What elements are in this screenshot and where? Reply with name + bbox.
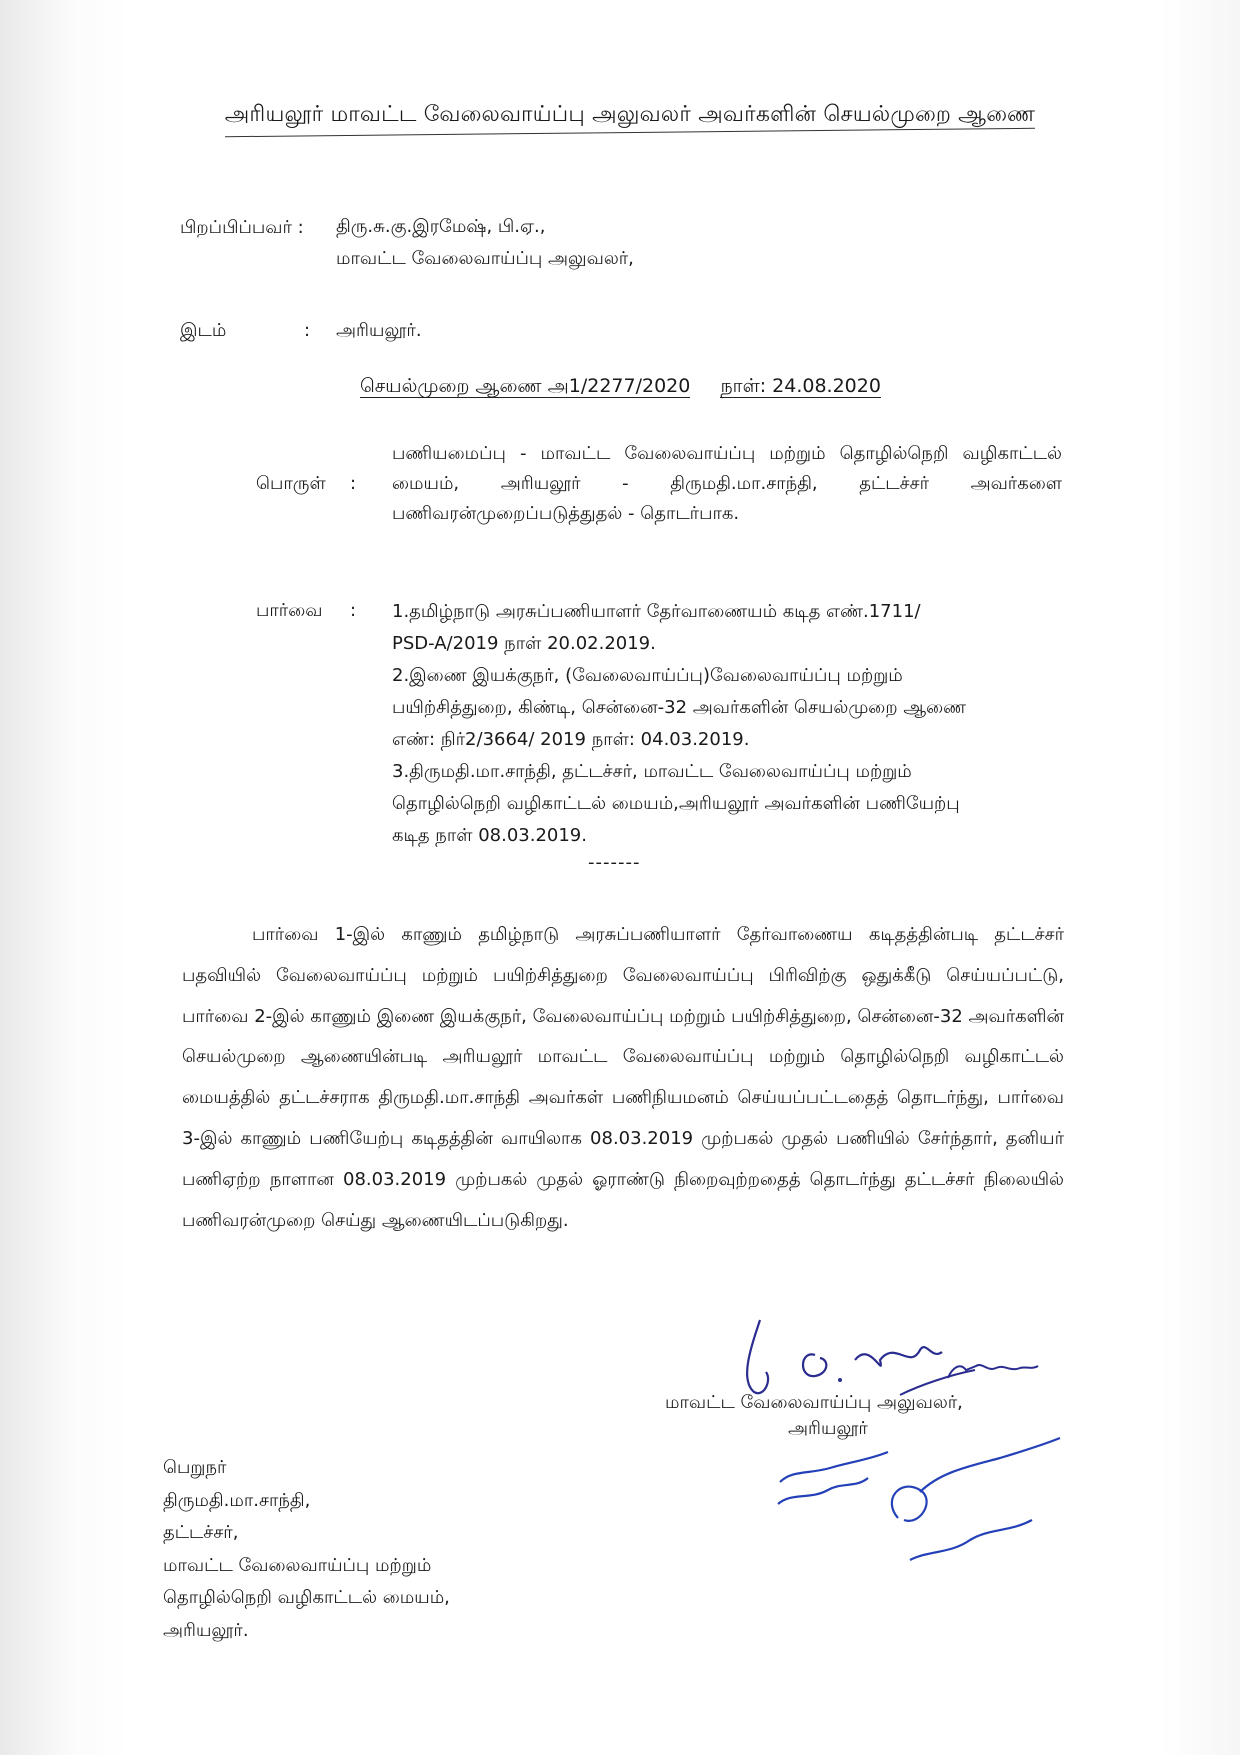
date-note-stroke	[778, 1478, 868, 1504]
signature-stroke	[855, 1347, 942, 1366]
reference-line: கடித நாள் 08.03.2019.	[392, 825, 587, 846]
reference-colon: :	[350, 600, 357, 621]
order-date: நாள்: 24.08.2020	[720, 375, 881, 397]
recipient-line: தட்டச்சர்,	[163, 1522, 239, 1543]
signature-stroke	[803, 1354, 826, 1376]
order-number-line	[360, 375, 881, 400]
subject-colon: :	[350, 473, 357, 494]
recipient-line: மாவட்ட வேலைவாய்ப்பு மற்றும்	[163, 1554, 432, 1576]
recipient-line: திருமதி.மா.சாந்தி,	[163, 1489, 311, 1511]
date-note-stroke	[920, 1438, 1060, 1492]
reference-label: பார்வை	[256, 600, 323, 621]
document-title-text: அரியலூர் மாவட்ட வேலைவாய்ப்பு அலுவலர் அவர்களின் செயல்முறை ஆணை	[224, 102, 1036, 127]
date-note-stroke	[910, 1520, 1032, 1560]
title-underline	[225, 128, 1035, 137]
reference-line: தொழில்நெறி வழிகாட்டல் மையம்,அரியலூர் அவர்களின் பணியேற்பு	[392, 793, 960, 814]
reference-list	[392, 596, 1072, 852]
from-label: பிறப்பிப்பவர் :	[180, 217, 304, 238]
recipient-block	[163, 1452, 450, 1647]
place-value: அரியலூர்.	[336, 320, 422, 341]
reference-line: 2.இணை இயக்குநர், (வேலைவாய்ப்பு)வேலைவாய்ப்பு மற்றும்	[392, 665, 903, 686]
reference-line: பயிற்சித்துறை, கிண்டி, சென்னை-32 அவர்களின் செயல்முறை ஆணை	[392, 697, 967, 718]
signatory-designation: மாவட்ட வேலைவாய்ப்பு அலுவலர்,	[665, 1392, 963, 1413]
from-designation: மாவட்ட வேலைவாய்ப்பு அலுவலர்,	[336, 248, 634, 269]
reference-line: PSD-A/2019 நாள் 20.02.2019.	[392, 633, 656, 654]
signature-dot	[838, 1378, 842, 1382]
handwritten-date-notes	[770, 1430, 1070, 1580]
recipient-line: அரியலூர்.	[163, 1619, 249, 1641]
order-number: செயல்முறை ஆணை அ1/2277/2020	[360, 375, 691, 397]
recipient-line: பெறுநர்	[163, 1457, 227, 1478]
signatory-place: அரியலூர்	[788, 1418, 868, 1439]
reference-line: 3.திருமதி.மா.சாந்தி, தட்டச்சர், மாவட்ட வேலைவாய்ப்பு மற்றும்	[392, 761, 912, 782]
reference-line: எண்: நிர்2/3664/ 2019 நாள்: 04.03.2019.	[392, 729, 750, 750]
document-title	[150, 102, 1110, 130]
date-note-stroke	[780, 1452, 888, 1482]
subject-text: பணியமைப்பு - மாவட்ட வேலைவாய்ப்பு மற்றும் தொழில்நெறி வழிகாட்டல் மையம், அரியலூர் - திருமதி.மா.சாந்தி, தட்டச்சர் அவர்களை பணிவரன்முறைப்படுத்துதல் - தொடர்பாக.	[392, 443, 1062, 524]
subject-label: பொருள்	[256, 473, 326, 494]
body-paragraph: பார்வை 1-இல் காணும் தமிழ்நாடு அரசுப்பணியாளர் தேர்வாணைய கடிதத்தின்படி தட்டச்சர் பதவியில் வேலைவாய்ப்பு மற்றும் பயிற்சித்துறை வேலைவாய்ப்பு பிரிவிற்கு ஒதுக்கீடு செய்யப்பட்டு, பார்வை 2-இல் காணும் இணை இயக்குநர், வேலைவாய்ப்பு மற்றும் பயிற்சித்துறை, சென்னை-32 அவர்களின் செயல்முறை ஆணையின்படி அரியலூர் மாவட்ட வேலைவாய்ப்பு மற்றும் தொழில்நெறி வழிகாட்டல் மையத்தில் தட்டச்சராக திருமதி.மா.சாந்தி அவர்கள் பணிநியமனம் செய்யப்பட்டதைத் தொடர்ந்து, பார்வை 3-இல் காணும் பணியேற்பு கடிதத்தின் வாயிலாக 08.03.2019 முற்பகல் முதல் பணியில் சேர்ந்தார், தனியர் பணிஏற்ற நாளான 08.03.2019 முற்பகல் முதல் ஓராண்டு நிறைவுற்றதைத் தொடர்ந்து தட்டச்சர் நிலையில் பணிவரன்முறை செய்து ஆணையிடப்படுகிறது.	[182, 924, 1064, 1231]
signature-stroke	[948, 1365, 1038, 1378]
section-separator: -------	[588, 852, 641, 873]
signature-stroke	[747, 1320, 768, 1393]
reference-line: 1.தமிழ்நாடு அரசுப்பணியாளர் தேர்வாணையம் கடித எண்.1711/	[392, 601, 921, 622]
recipient-line: தொழில்நெறி வழிகாட்டல் மையம்,	[163, 1587, 450, 1608]
place-colon: :	[304, 320, 311, 341]
place-label: இடம்	[180, 320, 227, 341]
from-name: திரு.சு.கு.இரமேஷ், பி.ஏ.,	[336, 216, 546, 237]
